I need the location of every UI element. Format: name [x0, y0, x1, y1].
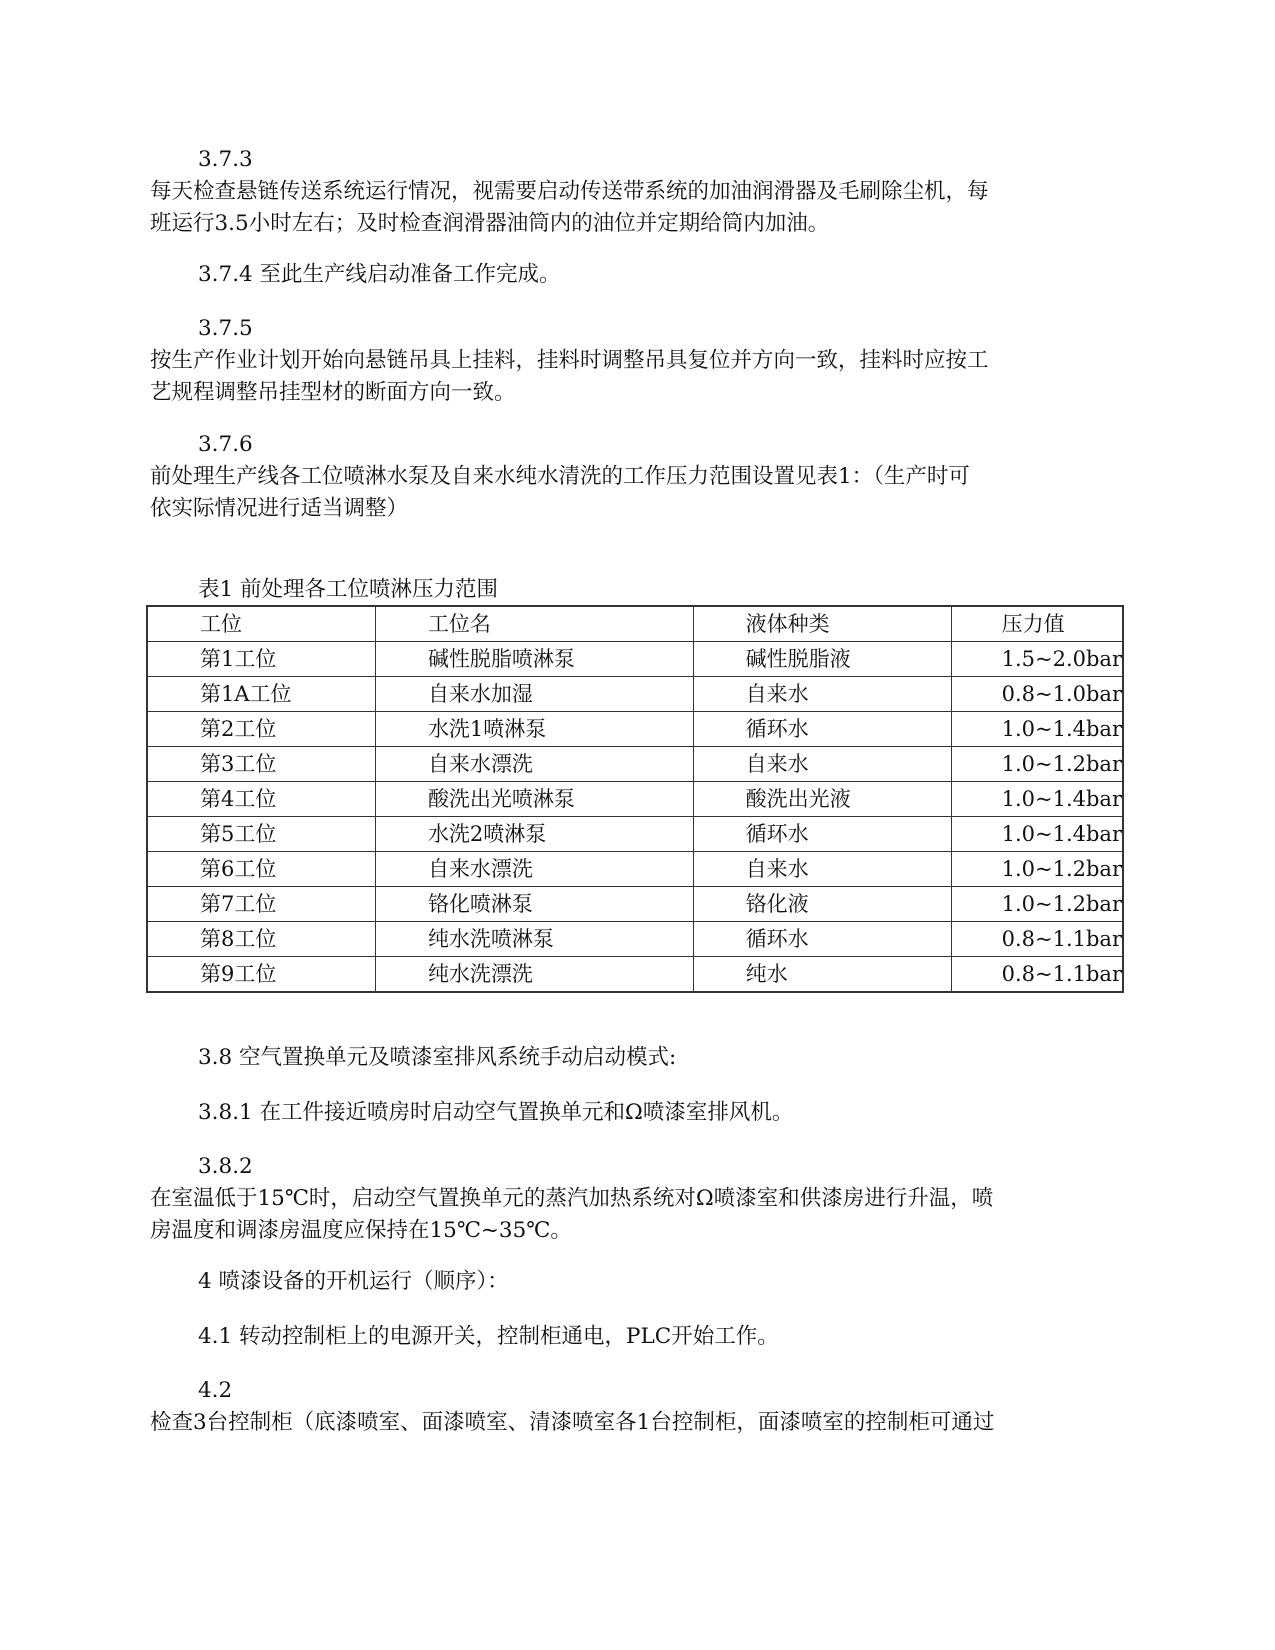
header-cell: 工位: [147, 606, 375, 642]
paragraph-line: 前处理生产线各工位喷淋水泵及自来水纯水清洗的工作压力范围设置见表1：（生产时可: [150, 464, 970, 489]
paragraph-line: 在室温低于15℃时，启动空气置换单元的蒸汽加热系统对Ω喷漆室和供漆房进行升温，喷: [150, 1186, 994, 1211]
station-name-cell: 纯水洗漂洗: [375, 957, 693, 993]
section-3-7-4: [150, 259, 1125, 291]
station-cell: 第9工位: [147, 957, 375, 993]
section-3-7-5: [150, 313, 1125, 409]
section-3-8-1: [150, 1097, 1125, 1129]
pressure-table: [146, 605, 1124, 993]
paragraph-line: 按生产作业计划开始向悬链吊具上挂料，挂料时调整吊具复位并方向一致，挂料时应按工: [150, 348, 989, 373]
pressure-cell: 1.0~1.4bar: [951, 817, 1123, 852]
paragraph-line: 3.7.4 至此生产线启动准备工作完成。: [198, 262, 561, 287]
pressure-cell: 1.5~2.0bar: [951, 642, 1123, 677]
station-name-cell: 水洗1喷淋泵: [375, 712, 693, 747]
station-name-cell: 纯水洗喷淋泵: [375, 922, 693, 957]
table-row: [147, 922, 1123, 957]
section-3-8-2: [150, 1151, 1125, 1247]
station-cell: 第3工位: [147, 747, 375, 782]
table-row: [147, 887, 1123, 922]
header-cell: 压力值: [951, 606, 1123, 642]
table-header-row: [147, 606, 1123, 642]
header-cell: 工位名: [375, 606, 693, 642]
table-row: [147, 852, 1123, 887]
station-cell: 第5工位: [147, 817, 375, 852]
section-number: 3.8.2: [198, 1154, 253, 1179]
station-name-cell: 自来水漂洗: [375, 747, 693, 782]
liquid-cell: 自来水: [693, 677, 951, 712]
liquid-cell: 碱性脱脂液: [693, 642, 951, 677]
station-name-cell: 水洗2喷淋泵: [375, 817, 693, 852]
liquid-cell: 自来水: [693, 747, 951, 782]
header-cell: 液体种类: [693, 606, 951, 642]
section-number: 4.2: [198, 1378, 233, 1403]
section-4-2: [150, 1375, 1125, 1439]
pressure-cell: 1.0~1.2bar: [951, 887, 1123, 922]
paragraph-line: 班运行3.5小时左右；及时检查润滑器油筒内的油位并定期给筒内加油。: [150, 211, 830, 236]
station-cell: 第1A工位: [147, 677, 375, 712]
station-cell: 第4工位: [147, 782, 375, 817]
pressure-cell: 0.8~1.0bar: [951, 677, 1123, 712]
liquid-cell: 铬化液: [693, 887, 951, 922]
section-number: 3.7.3: [198, 147, 253, 172]
pressure-cell: 0.8~1.1bar: [951, 957, 1123, 993]
table-row: [147, 642, 1123, 677]
pressure-cell: 1.0~1.2bar: [951, 747, 1123, 782]
station-cell: 第2工位: [147, 712, 375, 747]
table-row: [147, 747, 1123, 782]
paragraph-line: 房温度和调漆房温度应保持在15℃~35℃。: [150, 1218, 572, 1243]
section-number: 3.7.5: [198, 316, 253, 341]
table-row: [147, 677, 1123, 712]
pressure-cell: 1.0~1.4bar: [951, 782, 1123, 817]
pressure-cell: 1.0~1.4bar: [951, 712, 1123, 747]
pressure-cell: 1.0~1.2bar: [951, 852, 1123, 887]
station-cell: 第1工位: [147, 642, 375, 677]
station-name-cell: 碱性脱脂喷淋泵: [375, 642, 693, 677]
table-row: [147, 782, 1123, 817]
station-cell: 第7工位: [147, 887, 375, 922]
table-row: [147, 712, 1123, 747]
paragraph-line: 依实际情况进行适当调整）: [150, 496, 409, 521]
paragraph-line: 每天检查悬链传送系统运行情况，视需要启动传送带系统的加油润滑器及毛刷除尘机，每: [150, 179, 989, 204]
station-name-cell: 自来水漂洗: [375, 852, 693, 887]
section-4: [150, 1266, 1125, 1298]
liquid-cell: 酸洗出光液: [693, 782, 951, 817]
paragraph-line: 检查3台控制柜（底漆喷室、面漆喷室、清漆喷室各1台控制柜，面漆喷室的控制柜可通过: [150, 1410, 995, 1435]
liquid-cell: 纯水: [693, 957, 951, 993]
pressure-cell: 0.8~1.1bar: [951, 922, 1123, 957]
paragraph-line: 3.8.1 在工件接近喷房时启动空气置换单元和Ω喷漆室排风机。: [198, 1100, 794, 1125]
station-name-cell: 自来水加湿: [375, 677, 693, 712]
section-4-1: [150, 1321, 1125, 1353]
paragraph-line: 艺规程调整吊挂型材的断面方向一致。: [150, 380, 516, 405]
table-caption: 表1 前处理各工位喷淋压力范围: [198, 577, 499, 602]
station-name-cell: 铬化喷淋泵: [375, 887, 693, 922]
section-3-7-6: [150, 429, 1125, 525]
liquid-cell: 自来水: [693, 852, 951, 887]
station-cell: 第8工位: [147, 922, 375, 957]
station-name-cell: 酸洗出光喷淋泵: [375, 782, 693, 817]
paragraph-line: 4.1 转动控制柜上的电源开关，控制柜通电，PLC开始工作。: [198, 1324, 779, 1349]
section-number: 3.7.6: [198, 432, 253, 457]
paragraph-line: 4 喷漆设备的开机运行（顺序）：: [198, 1269, 509, 1294]
liquid-cell: 循环水: [693, 817, 951, 852]
table-row: [147, 817, 1123, 852]
paragraph-line: 3.8 空气置换单元及喷漆室排风系统手动启动模式:: [198, 1045, 677, 1070]
station-cell: 第6工位: [147, 852, 375, 887]
section-3-7-3: [150, 144, 1125, 240]
table-row: [147, 957, 1123, 993]
liquid-cell: 循环水: [693, 922, 951, 957]
section-3-8: [150, 1042, 1125, 1074]
liquid-cell: 循环水: [693, 712, 951, 747]
